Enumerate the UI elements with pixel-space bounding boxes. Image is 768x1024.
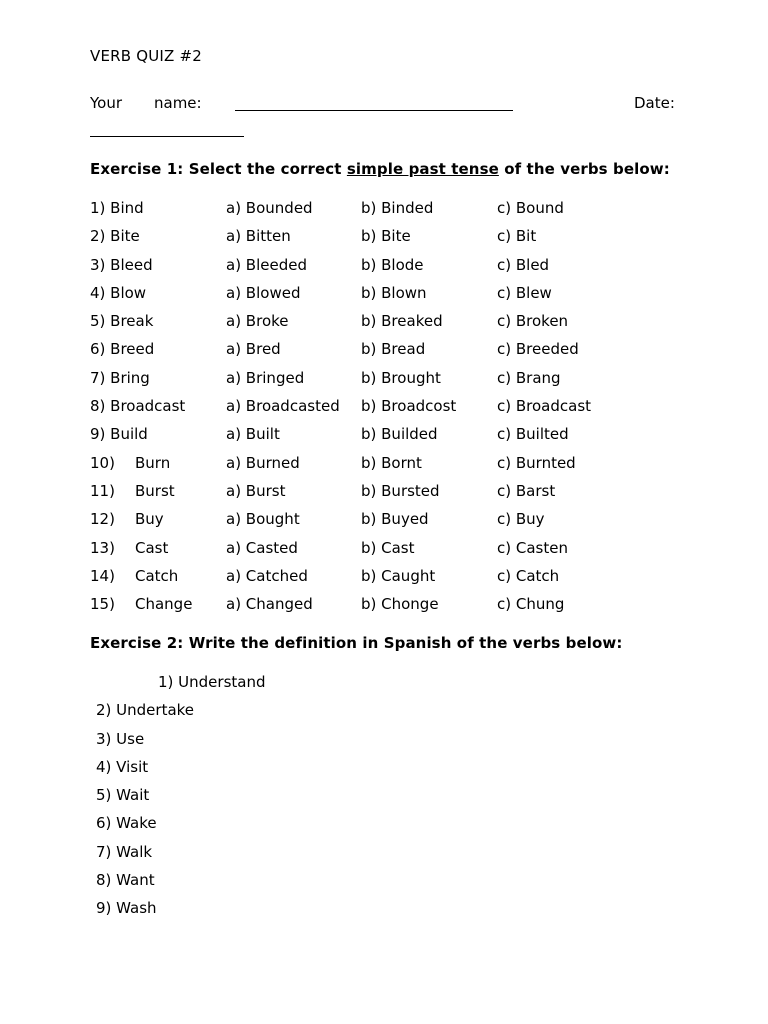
verb-number: 13) — [90, 538, 115, 557]
name-label: name: — [154, 94, 202, 112]
verb-word: Buy — [135, 510, 164, 529]
definition-list — [96, 673, 265, 928]
option-b: b) Blode — [361, 255, 424, 274]
option-a: a) Bleeded — [226, 255, 307, 274]
option-a: a) Casted — [226, 538, 298, 557]
definition-item: 9) Wash — [96, 899, 157, 918]
definition-item: 6) Wake — [96, 814, 157, 833]
verb-word: Change — [135, 595, 193, 614]
exercise1-heading-suffix: of the verbs below: — [498, 160, 670, 178]
definition-item: 2) Undertake — [96, 701, 195, 720]
exercise1-heading-underlined: simple past tense — [346, 160, 499, 178]
verb-number: 10) — [90, 453, 115, 472]
verb-word: 3) Bleed — [90, 255, 153, 274]
verb-number: 11) — [90, 481, 115, 500]
option-c: c) Broken — [497, 312, 569, 331]
option-a: a) Bought — [226, 510, 300, 529]
option-c: c) Bit — [497, 227, 537, 246]
date-blank-line — [90, 136, 244, 137]
verb-word: 1) Bind — [90, 199, 144, 217]
option-a: a) Built — [226, 425, 280, 444]
verb-number: 12) — [90, 510, 115, 529]
exercise1-heading — [90, 160, 670, 178]
verb-word: 2) Bite — [90, 227, 140, 246]
name-blank-line — [235, 110, 513, 111]
verb-word: Catch — [135, 566, 179, 585]
verb-row — [90, 340, 690, 368]
option-c: c) Bled — [497, 255, 550, 274]
verb-row — [90, 284, 690, 312]
verb-row — [90, 454, 690, 482]
option-c: c) Catch — [497, 566, 560, 585]
option-a: a) Burned — [226, 453, 300, 472]
option-b: b) Caught — [361, 566, 436, 585]
option-a: a) Broke — [226, 312, 289, 331]
option-b: b) Bite — [361, 227, 411, 246]
verb-row — [90, 312, 690, 340]
option-c: c) Bound — [497, 199, 564, 217]
option-a: a) Bounded — [226, 199, 313, 217]
exercise1-heading-prefix: Exercise 1: Select the correct — [90, 160, 347, 178]
page-title: VERB QUIZ #2 — [90, 47, 202, 65]
option-b: b) Chonge — [361, 595, 439, 614]
verb-choice-table — [90, 199, 690, 623]
verb-word: 7) Bring — [90, 368, 150, 387]
verb-number: 14) — [90, 566, 115, 585]
option-b: b) Bread — [361, 340, 426, 359]
definition-item: 4) Visit — [96, 757, 149, 776]
exercise2-heading: Exercise 2: Write the definition in Spanish of the verbs below: — [90, 634, 623, 652]
option-b: b) Breaked — [361, 312, 443, 331]
option-c: c) Broadcast — [497, 397, 592, 416]
verb-row — [90, 227, 690, 255]
option-c: c) Blew — [497, 283, 552, 302]
verb-word: Burst — [135, 481, 175, 500]
option-b: b) Binded — [361, 199, 434, 217]
verb-word: Cast — [135, 538, 169, 557]
option-a: a) Changed — [226, 595, 313, 614]
verb-number: 15) — [90, 595, 115, 614]
option-b: b) Builded — [361, 425, 438, 444]
verb-row — [90, 425, 690, 453]
option-b: b) Cast — [361, 538, 415, 557]
option-c: c) Chung — [497, 595, 565, 614]
option-c: c) Breeded — [497, 340, 579, 359]
option-a: a) Broadcasted — [226, 397, 340, 416]
definition-item: 3) Use — [96, 729, 145, 748]
option-a: a) Burst — [226, 481, 286, 500]
definition-item: 8) Want — [96, 871, 155, 890]
verb-row — [90, 567, 690, 595]
option-c: c) Brang — [497, 368, 561, 387]
option-c: c) Barst — [497, 481, 556, 500]
option-a: a) Catched — [226, 566, 308, 585]
option-b: b) Bursted — [361, 481, 440, 500]
option-c: c) Casten — [497, 538, 568, 557]
verb-row — [90, 256, 690, 284]
option-b: b) Buyed — [361, 510, 429, 529]
verb-word: 4) Blow — [90, 283, 147, 302]
option-c: c) Buy — [497, 510, 545, 529]
verb-row — [90, 397, 690, 425]
verb-word: 5) Break — [90, 312, 154, 331]
option-a: a) Bitten — [226, 227, 291, 246]
verb-row — [90, 199, 690, 227]
date-label: Date: — [634, 94, 675, 112]
verb-word: 9) Build — [90, 425, 148, 444]
option-a: a) Blowed — [226, 283, 301, 302]
option-c: c) Burnted — [497, 453, 576, 472]
verb-row — [90, 539, 690, 567]
option-b: b) Broadcost — [361, 397, 457, 416]
option-c: c) Builted — [497, 425, 569, 444]
definition-item: 1) Understand — [158, 673, 266, 691]
verb-word: 6) Breed — [90, 340, 155, 359]
option-b: b) Brought — [361, 368, 441, 387]
verb-row — [90, 369, 690, 397]
verb-word: 8) Broadcast — [90, 397, 186, 416]
verb-row — [90, 595, 690, 623]
definition-item: 5) Wait — [96, 786, 150, 805]
name-date-row — [90, 94, 690, 114]
verb-word: Burn — [135, 453, 171, 472]
your-label: Your — [90, 94, 123, 112]
option-a: a) Bringed — [226, 368, 305, 387]
verb-row — [90, 510, 690, 538]
option-b: b) Bornt — [361, 453, 422, 472]
option-b: b) Blown — [361, 283, 427, 302]
definition-item: 7) Walk — [96, 842, 153, 861]
verb-row — [90, 482, 690, 510]
option-a: a) Bred — [226, 340, 281, 359]
